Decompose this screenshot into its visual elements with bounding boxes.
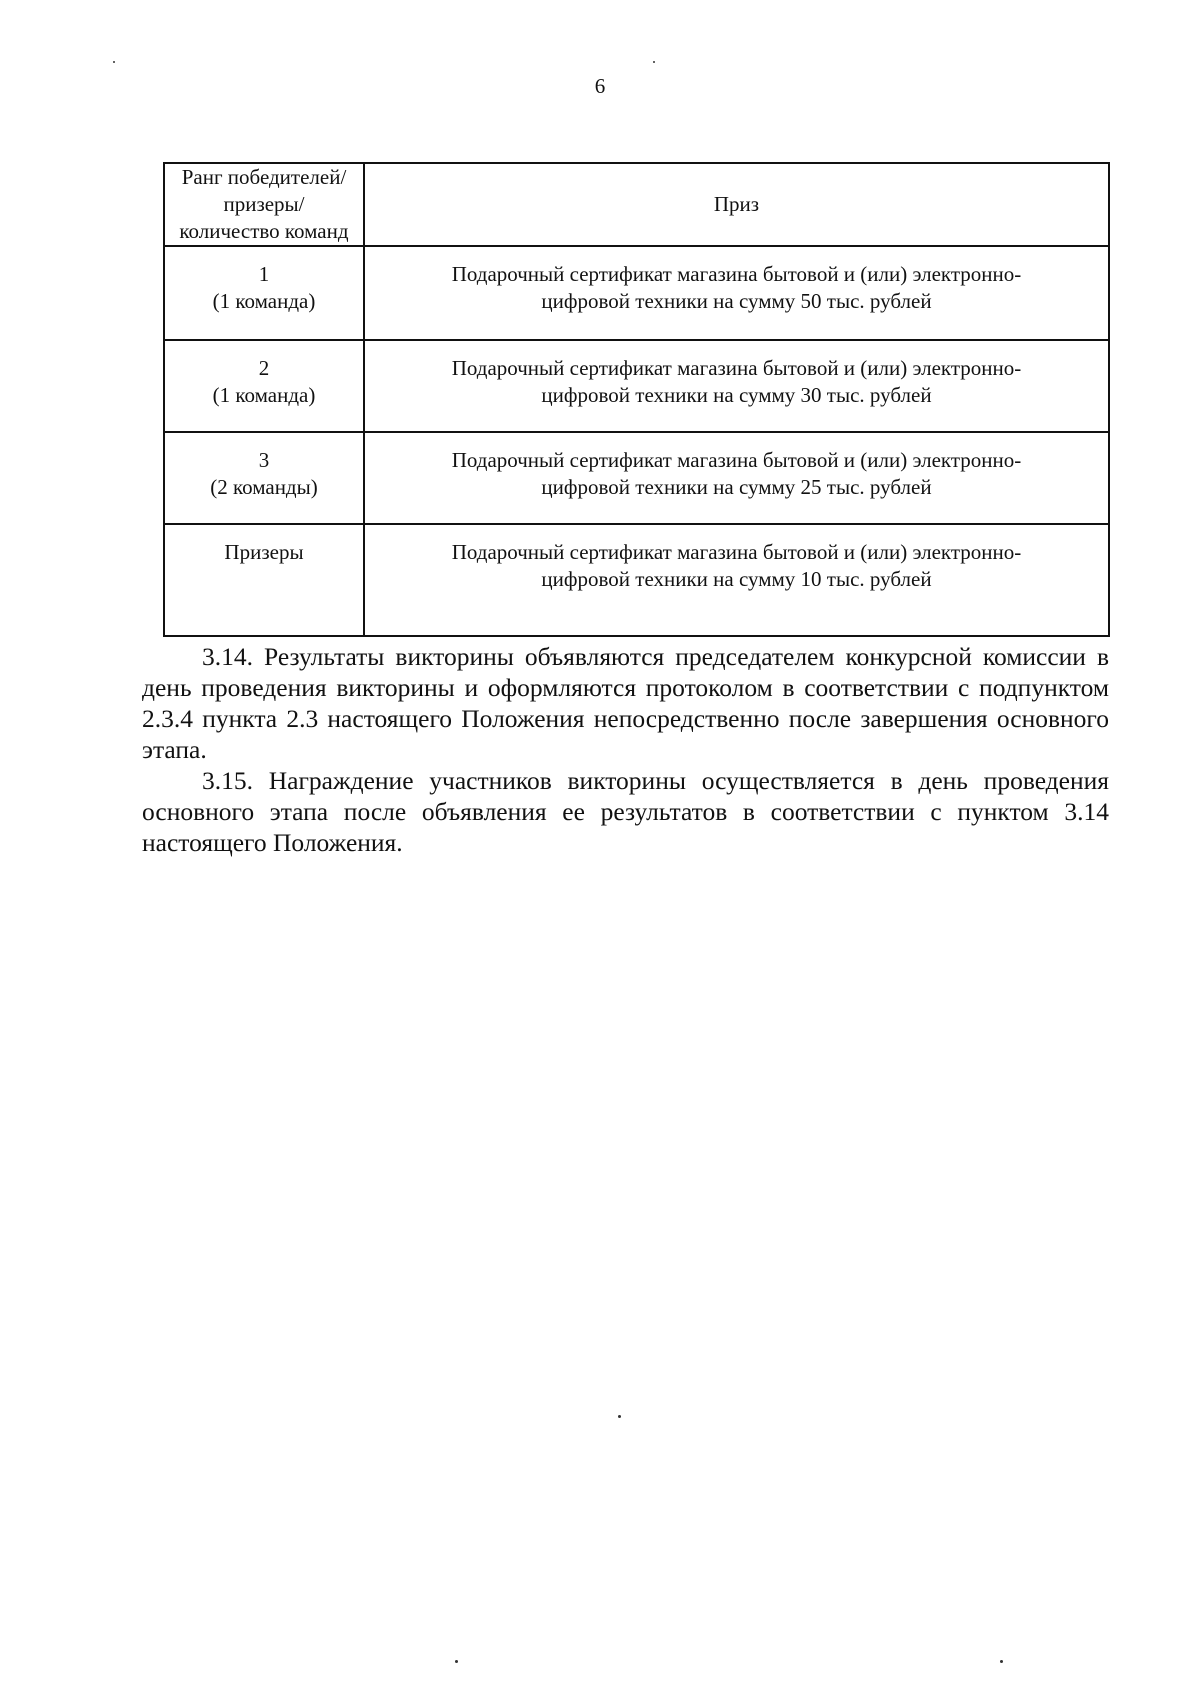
team-count: (1 команда) [212,383,316,407]
rank-value: 2 [258,356,270,380]
rank-value: Призеры [224,540,304,564]
table-row [164,246,1109,340]
scan-speck [1000,1660,1003,1663]
prize-cell [364,340,1109,432]
table-row [164,340,1109,432]
table-row [164,524,1109,636]
table-header-row [164,163,1109,246]
rank-header-line: Ранг победителей/ [181,165,347,189]
body-text [142,641,1109,858]
prize-text-line: цифровой техники на сумму 50 тыс. рублей [541,289,932,313]
prize-text-line: Подарочный сертификат магазина бытовой и (или) электронно- [451,262,1022,286]
prize-text-line: Подарочный сертификат магазина бытовой и (или) электронно- [451,448,1022,472]
team-count: (1 команда) [212,289,316,313]
rank-cell [164,246,364,340]
prize-cell [364,432,1109,524]
prize-cell [364,524,1109,636]
scan-speck [113,61,115,63]
rank-header-line: призеры/ [223,192,305,216]
prize-text-line: Подарочный сертификат магазина бытовой и (или) электронно- [451,540,1022,564]
prize-cell [364,246,1109,340]
rank-cell [164,432,364,524]
table-row [164,432,1109,524]
rank-header-line: количество команд [179,219,349,243]
scan-speck [618,1415,621,1418]
prize-column-header: Приз [364,163,1109,246]
scan-speck [653,61,655,63]
paragraph-3-14: 3.14. Результаты викторины объявляются председателем конкурсной комиссии в день проведения викторины и оформляются протоколом в соответствии с подпунктом 2.3.4 пункта 2.3 настоящего Положения непосредственно после завершения основного этапа. [142,642,1109,764]
scan-speck [455,1660,458,1663]
prize-text-line: цифровой техники на сумму 10 тыс. рублей [541,567,932,591]
rank-value: 3 [258,448,270,472]
prize-text-line: Подарочный сертификат магазина бытовой и (или) электронно- [451,356,1022,380]
prize-text-line: цифровой техники на сумму 25 тыс. рублей [541,475,932,499]
rank-cell [164,524,364,636]
rank-column-header [164,163,364,246]
prize-table [163,162,1110,637]
prize-text-line: цифровой техники на сумму 30 тыс. рублей [541,383,932,407]
rank-cell [164,340,364,432]
team-count: (2 команды) [210,475,318,499]
paragraph-3-15: 3.15. Награждение участников викторины осуществляется в день проведения основного этапа после объявления ее результатов в соответствии с пунктом 3.14 настоящего Положения. [142,766,1109,857]
page-number: 6 [594,74,606,98]
rank-value: 1 [258,262,270,286]
